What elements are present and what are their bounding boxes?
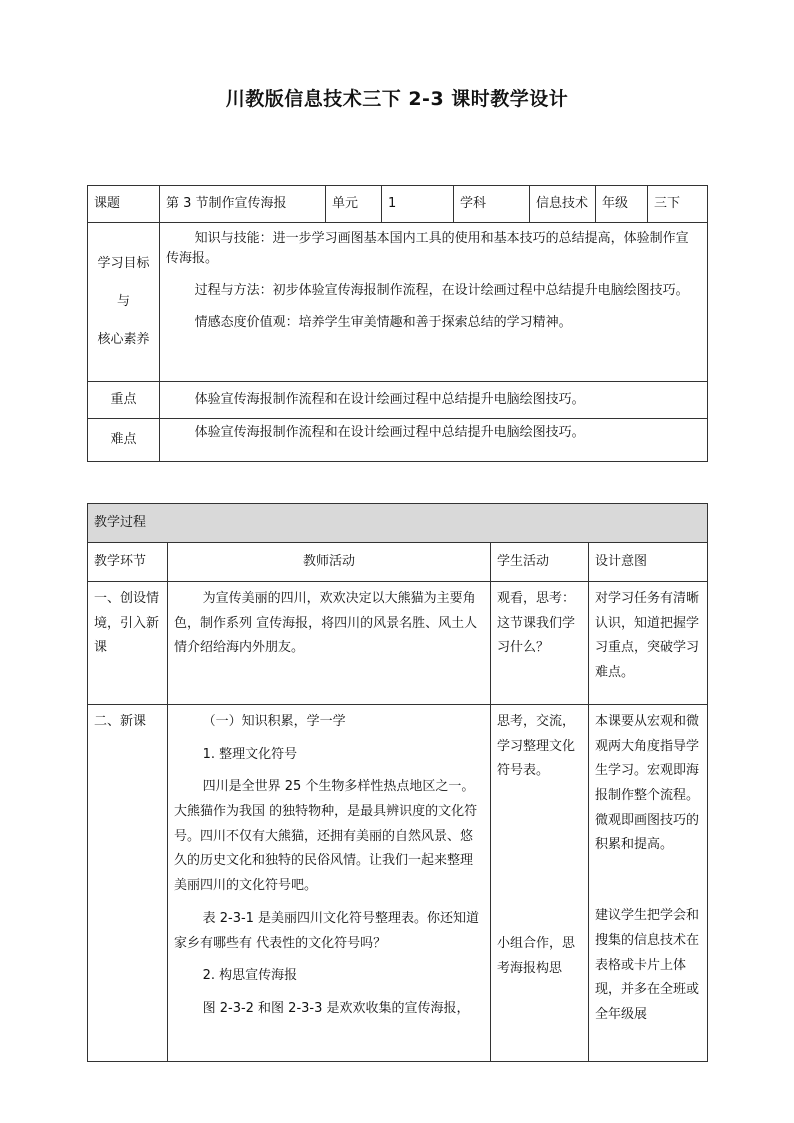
info-table <box>87 185 708 462</box>
topic-value: 第 3 节制作宣传海报 <box>166 195 287 211</box>
col-student: 学生活动 <box>497 553 550 569</box>
goal-attitude: 情感态度价值观：培养学生审美情趣和善于探索总结的学习精神。 <box>194 315 572 331</box>
goals-label-line3: 核心素养 <box>97 332 150 347</box>
process-row-new <box>88 705 708 1062</box>
student-new-2: 小组合作，思考海报构思 <box>497 936 576 976</box>
student-new <box>491 705 588 986</box>
grade-label: 年级 <box>602 195 629 211</box>
info-row-topic <box>88 186 708 223</box>
col-stage: 教学环节 <box>94 553 147 569</box>
process-columns-row <box>88 543 708 582</box>
intent-new-1: 本课要从宏观和微观两大角度指导学生学习。宏观即海报制作整个流程。微观即画图技巧的积累和提高。 <box>595 714 700 853</box>
teacher-new-para1: 四川是全世界 25 个生物多样性热点地区之一。大熊猫作为我国 的独特物种，是最具辨识度的文化符号。四川不仅有大熊猫，还拥有美丽的自然风景、悠久的历史文化和独特的民俗风情。让我们一起来整理美丽四川的文化符号吧。 <box>174 779 478 894</box>
grade-value: 三下 <box>654 195 681 211</box>
teacher-new-para2: 表 2-3-1 是美丽四川文化符号整理表。你还知道家乡有哪些有 代表性的文化符号吗？ <box>174 910 480 951</box>
difficult-label: 难点 <box>110 431 137 447</box>
student-intro: 观看，思考：这节课我们学习什么？ <box>497 591 576 656</box>
difficult-text: 体验宣传海报制作流程和在设计绘画过程中总结提升电脑绘图技巧。 <box>194 425 585 440</box>
process-header: 教学过程 <box>94 514 147 530</box>
key-text: 体验宣传海报制作流程和在设计绘画过程中总结提升电脑绘图技巧。 <box>194 391 585 407</box>
subject-label: 学科 <box>460 195 487 211</box>
teacher-intro <box>168 582 490 666</box>
process-header-row <box>88 504 708 543</box>
goals-label <box>88 245 159 359</box>
subject-value: 信息技术 <box>536 195 589 211</box>
process-table <box>87 503 708 1062</box>
topic-label: 课题 <box>94 195 121 211</box>
col-teacher: 教师活动 <box>302 553 355 569</box>
teacher-new-step2: 2. 构思宣传海报 <box>202 968 298 984</box>
col-intent: 设计意图 <box>595 553 648 569</box>
teacher-new-para3: 图 2-3-2 和图 2-3-3 是欢欢收集的宣传海报， <box>202 1000 470 1016</box>
goals-label-line1: 学习目标 <box>97 256 150 271</box>
teacher-new-step1: 1. 整理文化符号 <box>202 746 298 762</box>
key-label: 重点 <box>110 391 137 407</box>
intent-intro: 对学习任务有清晰认识，知道把握学习重点，突破学习难点。 <box>595 591 700 681</box>
teacher-new <box>168 705 490 1027</box>
student-new-1: 思考，交流，学习整理文化符号表。 <box>497 714 576 779</box>
intent-new-2: 建议学生把学会和搜集的信息技术在表格或卡片上体现，并多在全班或全年级展 <box>595 908 700 1022</box>
stage-new: 二、新课 <box>94 714 147 729</box>
unit-value: 1 <box>388 195 397 211</box>
teacher-new-heading: （一）知识积累，学一学 <box>202 714 346 729</box>
page-title: 川教版信息技术三下 2-3 课时教学设计 <box>225 88 569 110</box>
goal-process: 过程与方法：初步体验宣传海报制作流程，在设计绘画过程中总结提升电脑绘图技巧。 <box>194 283 689 299</box>
intent-new <box>589 705 707 1033</box>
goals-label-line2: 与 <box>116 294 130 309</box>
unit-label: 单元 <box>332 195 359 211</box>
info-row-key <box>88 382 708 419</box>
info-row-difficult <box>88 419 708 462</box>
goal-knowledge: 知识与技能：进一步学习画图基本国内工具的使用和基本技巧的总结提高，体验制作宣传海报。 <box>166 231 689 267</box>
teacher-intro-text: 为宣传美丽的四川，欢欢决定以大熊猫为主要角色，制作系列 宣传海报，将四川的风景名胜、风土人情介绍给海内外朋友。 <box>174 591 478 656</box>
goals-content <box>160 223 707 339</box>
info-row-goals <box>88 223 708 382</box>
stage-intro: 一、创设情境，引入新课 <box>94 591 160 656</box>
process-row-intro <box>88 582 708 705</box>
